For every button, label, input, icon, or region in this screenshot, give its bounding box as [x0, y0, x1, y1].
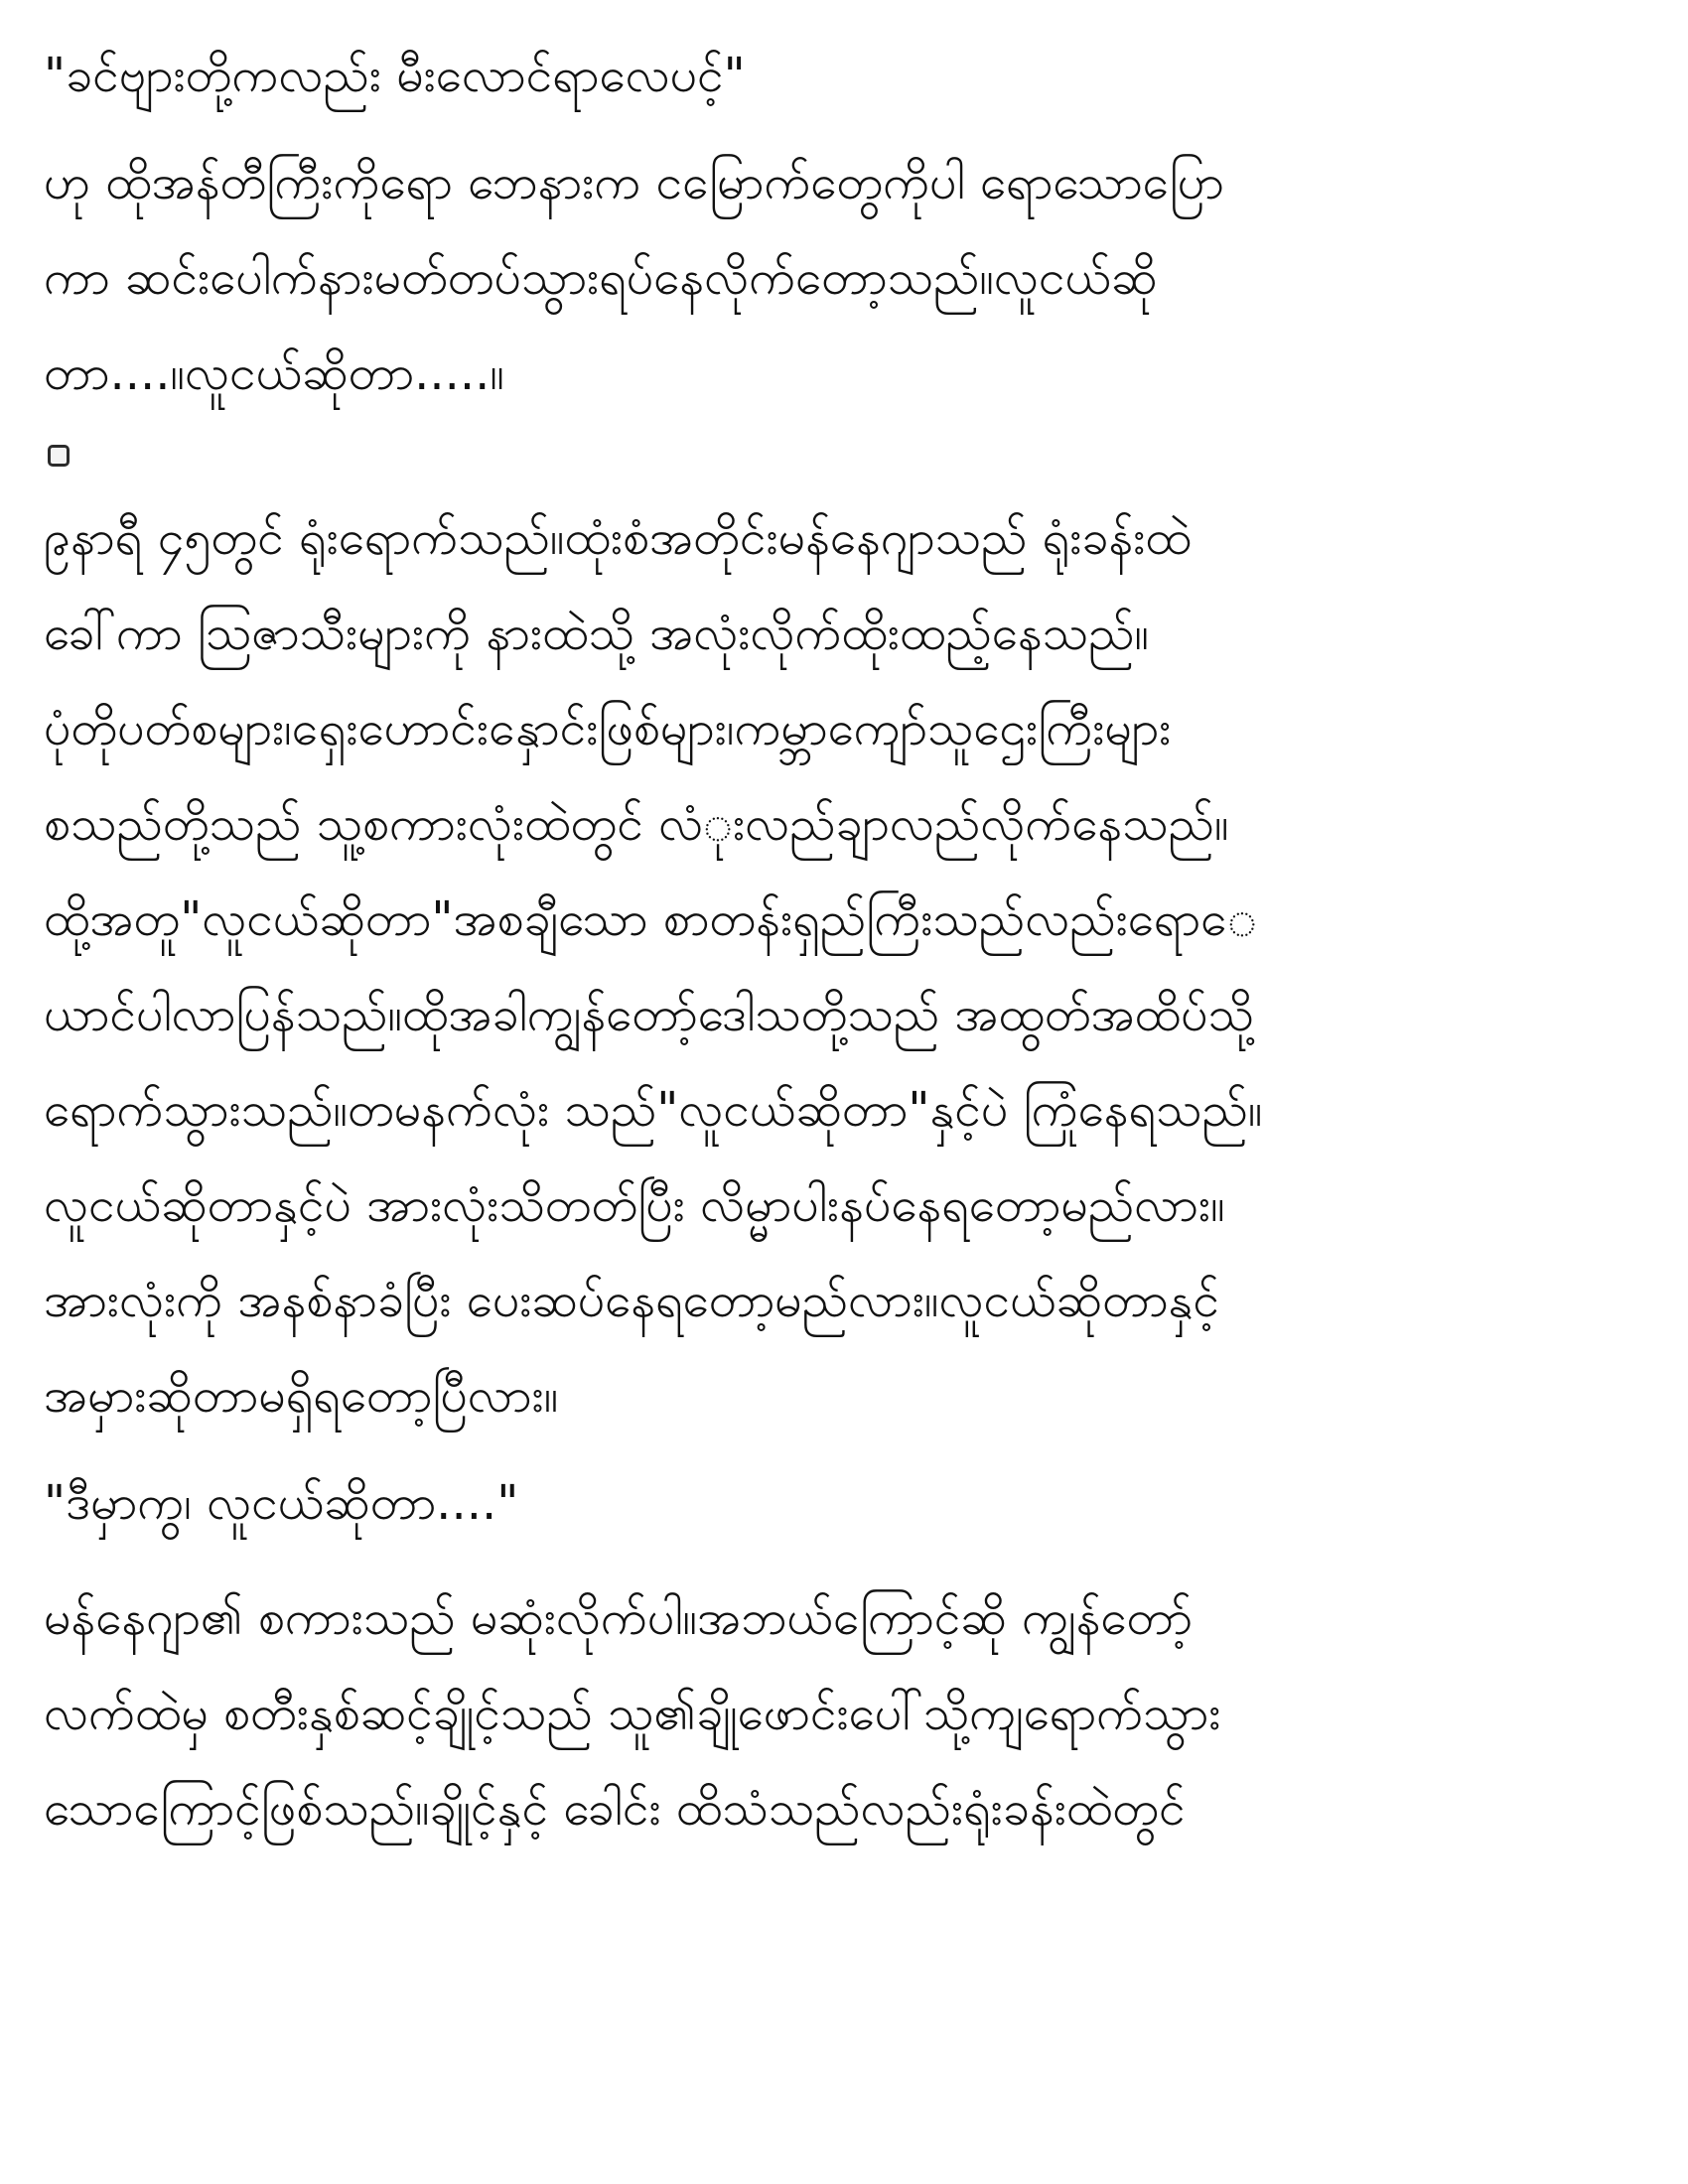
dialogue-line-1: "ခင်ဗျားတို့ကလည်း မီးလောင်ရာလေပင့်" [44, 48, 746, 103]
text-line: လက်ထဲမှ စတီးနှစ်ဆင့်ချိုင့်သည် သူ၏ချိုဖောင်းပေါ်သို့ကျရောက်သွား [44, 1686, 1221, 1741]
text-line: ပုံတိုပတ်စများ၊ရှေးဟောင်းနှောင်းဖြစ်များ၊ကမ္ဘာကျော်သူဌေးကြီးများ [44, 701, 1172, 756]
text-line: စသည်တို့သည် သူ့စကားလုံးထဲတွင် လံုးလည်ချာလည်လိုက်နေသည်။ [44, 796, 1229, 852]
text-line: ၉နာရီ ၄၅တွင် ရုံးရောက်သည်။ထုံးစံအတိုင်းမန်နေဂျာသည် ရုံးခန်းထဲ [44, 510, 1192, 566]
paragraph-2 [44, 490, 1589, 1443]
text-line: သောကြောင့်ဖြစ်သည်။ချိုင့်နှင့် ခေါင်း ထိသံသည်လည်းရုံးခန်းထဲတွင် [44, 1781, 1186, 1837]
paragraph-3 [44, 1570, 1589, 1856]
dialogue-line-2: "ဒီမှာကွ၊ လူငယ်ဆိုတာ...." [44, 1475, 519, 1531]
text-line: ခေါ်ကာ ဩဇာသီးများကို နားထဲသို့ အလုံးလိုက်ထိုးထည့်နေသည်။ [44, 606, 1150, 661]
scene-break [44, 421, 1589, 490]
text-line: ကာ ဆင်းပေါက်နားမတ်တပ်သွားရပ်နေလိုက်တော့သည်။လူငယ်ဆို [44, 250, 1158, 306]
text-line: ယာင်ပါလာပြန်သည်။ထိုအခါကျွန်တော့်ဒေါသတို့သည် အထွတ်အထိပ်သို့ [44, 987, 1254, 1042]
text-line: မန်နေဂျာ၏ စကားသည် မဆုံးလိုက်ပါ။အဘယ်ကြောင့်ဆို ကျွန်တော့် [44, 1590, 1193, 1646]
text-line: တာ....။လူငယ်ဆိုတာ.....။ [44, 345, 504, 401]
text-line: ထို့အတူ"လူငယ်ဆိုတာ"အစချီသော စာတန်းရှည်ကြီးသည်လည်းရောေ [44, 891, 1257, 947]
text-line: လူငယ်ဆိုတာနှင့်ပဲ အားလုံးသိတတ်ပြီး လိမ္မာပါးနပ်နေရတော့မည်လား။ [44, 1177, 1225, 1233]
text-line: အမှားဆိုတာမရှိရတော့ပြီလား။ [44, 1368, 559, 1424]
text-line: ဟု ထိုအန်တီကြီးကိုရော ဘေနားက ငမြောက်တွေကိုပါ ရောသောပြော [44, 155, 1224, 210]
paragraph-1 [44, 135, 1589, 421]
text-line: ရောက်သွားသည်။တမနက်လုံး သည်"လူငယ်ဆိုတာ"နှင့်ပဲ ကြုံနေရသည်။ [44, 1082, 1263, 1138]
text-line: အားလုံးကို အနစ်နာခံပြီး ပေးဆပ်နေရတော့မည်လား။လူငယ်ဆိုတာနှင့် [44, 1273, 1219, 1328]
checkbox-icon [48, 445, 70, 467]
